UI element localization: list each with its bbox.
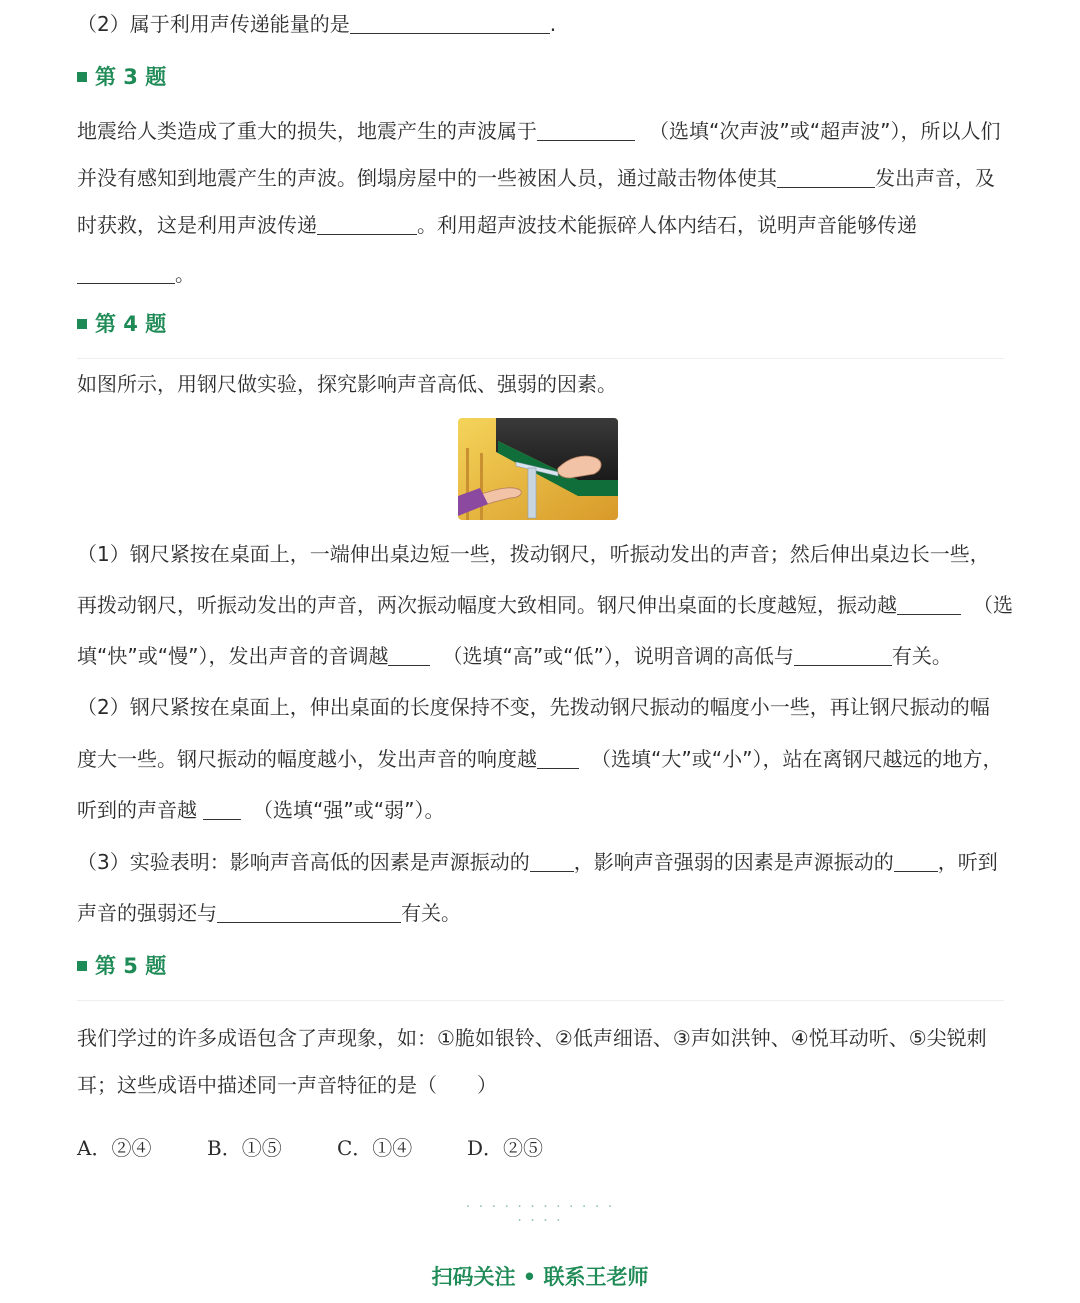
q5-text: 我们学过的许多成语包含了声现象，如：①脆如银铃、②低声细语、③声如洪钟、④悦耳动听、⑤尖锐刺 <box>77 1026 987 1050</box>
q4-text: ，影响声音强弱的因素是声源振动的 <box>573 850 894 874</box>
q5-options <box>77 1134 597 1162</box>
q4-text: （选填“高”或“低”），说明音调的高低与 <box>442 644 794 668</box>
q4-intro-text: 如图所示，用钢尺做实验，探究影响声音高低、强弱的因素。 <box>77 372 617 396</box>
answer-blank[interactable] <box>894 849 938 872</box>
q4-text: 有关。 <box>401 901 461 925</box>
q3-line-3 <box>77 211 917 239</box>
q4-text: 度大一些。钢尺振动的幅度越小，发出声音的响度越 <box>77 747 537 771</box>
q4-title <box>77 309 166 339</box>
q4-text: （选填“强”或“弱”）。 <box>253 798 445 822</box>
q4-text: （选填“大”或“小”），站在离钢尺越远的地方， <box>591 747 1003 771</box>
square-bullet-icon <box>77 319 87 329</box>
q4-text: 听到的声音越 <box>77 798 197 822</box>
q4-intro <box>77 370 617 398</box>
section-divider <box>77 358 1004 359</box>
q4-p1-line-2 <box>77 591 1013 619</box>
q4-p1-line-1 <box>77 540 990 568</box>
q2-part2-suffix: . <box>549 12 557 36</box>
q5-title <box>77 951 166 981</box>
answer-blank[interactable] <box>530 849 574 872</box>
q3-text: 。 <box>175 262 195 286</box>
q3-text: 。利用超声波技术能振碎人体内结石，说明声音能够传递 <box>417 213 917 237</box>
q3-line-2 <box>77 164 995 192</box>
section-divider <box>77 1000 1004 1001</box>
option-d[interactable]: D．②⑤ <box>467 1136 544 1160</box>
q3-title-text: 第 3 题 <box>95 65 167 89</box>
steel-ruler-experiment-figure <box>458 418 618 520</box>
footer-contact-text: 扫码关注 • 联系王老师 <box>431 1265 649 1289</box>
q4-text: 声音的强弱还与 <box>77 901 217 925</box>
answer-blank[interactable] <box>388 643 430 666</box>
q4-text: （选 <box>973 593 1013 617</box>
square-bullet-icon <box>77 961 87 971</box>
answer-blank[interactable] <box>777 165 875 188</box>
q4-p1-line-3 <box>77 642 952 670</box>
q4-text: （3）实验表明：影响声音高低的因素是声源振动的 <box>77 850 530 874</box>
q3-text: 并没有感知到地震产生的声波。倒塌房屋中的一些被困人员，通过敲击物体使其 <box>77 166 777 190</box>
q3-title <box>77 62 166 92</box>
q3-text: 发出声音，及 <box>875 166 995 190</box>
q3-text: 时获救，这是利用声波传递 <box>77 213 317 237</box>
q5-text: 耳；这些成语中描述同一声音特征的是（ ） <box>77 1073 497 1097</box>
answer-blank[interactable] <box>537 118 635 141</box>
option-a[interactable]: A．②④ <box>77 1136 152 1160</box>
q3-line-1 <box>77 117 1000 145</box>
answer-blank[interactable] <box>794 643 892 666</box>
q5-title-text: 第 5 题 <box>95 954 167 978</box>
option-b[interactable]: B．①⑤ <box>207 1136 282 1160</box>
q4-p3-line-1 <box>77 848 998 876</box>
answer-blank[interactable] <box>317 212 417 235</box>
q4-title-text: 第 4 题 <box>95 312 167 336</box>
q4-text: 有关。 <box>891 644 952 668</box>
answer-blank[interactable] <box>350 11 550 34</box>
q4-p3-line-2 <box>77 899 461 927</box>
q5-line-1 <box>77 1024 987 1052</box>
q5-line-2 <box>77 1071 497 1099</box>
square-bullet-icon <box>77 72 87 82</box>
q4-text: （1）钢尺紧按在桌面上，一端伸出桌边短一些，拨动钢尺，听振动发出的声音；然后伸出桌边长一些， <box>77 542 990 566</box>
q3-text: （选填“次声波”或“超声波”），所以人们 <box>649 119 1001 143</box>
q3-text: 地震给人类造成了重大的损失，地震产生的声波属于 <box>77 119 537 143</box>
answer-blank[interactable] <box>897 592 961 615</box>
q3-line-4 <box>77 260 195 288</box>
q4-p2-line-3 <box>77 796 444 824</box>
q4-text: 再拨动钢尺，听振动发出的声音，两次振动幅度大致相同。钢尺伸出桌面的长度越短，振动越 <box>77 593 897 617</box>
answer-blank[interactable] <box>77 261 175 284</box>
dotted-separator: · · · · · · · · · · · · · · · · <box>465 1199 615 1229</box>
answer-blank[interactable] <box>217 900 401 923</box>
q4-text: ，听到 <box>937 850 998 874</box>
option-c[interactable]: C．①④ <box>337 1136 413 1160</box>
q4-p2-line-2 <box>77 745 1002 773</box>
q4-text: （2）钢尺紧按在桌面上，伸出桌面的长度保持不变，先拨动钢尺振动的幅度小一些，再让钢尺振动的幅 <box>77 695 990 719</box>
answer-blank[interactable] <box>537 746 579 769</box>
answer-blank[interactable] <box>203 797 241 820</box>
q2-part2-line <box>77 10 556 38</box>
q2-part2-text: （2）属于利用声传递能量的是 <box>77 12 350 36</box>
q4-text: 填“快”或“慢”），发出声音的音调越 <box>77 644 389 668</box>
q4-p2-line-1 <box>77 693 990 721</box>
